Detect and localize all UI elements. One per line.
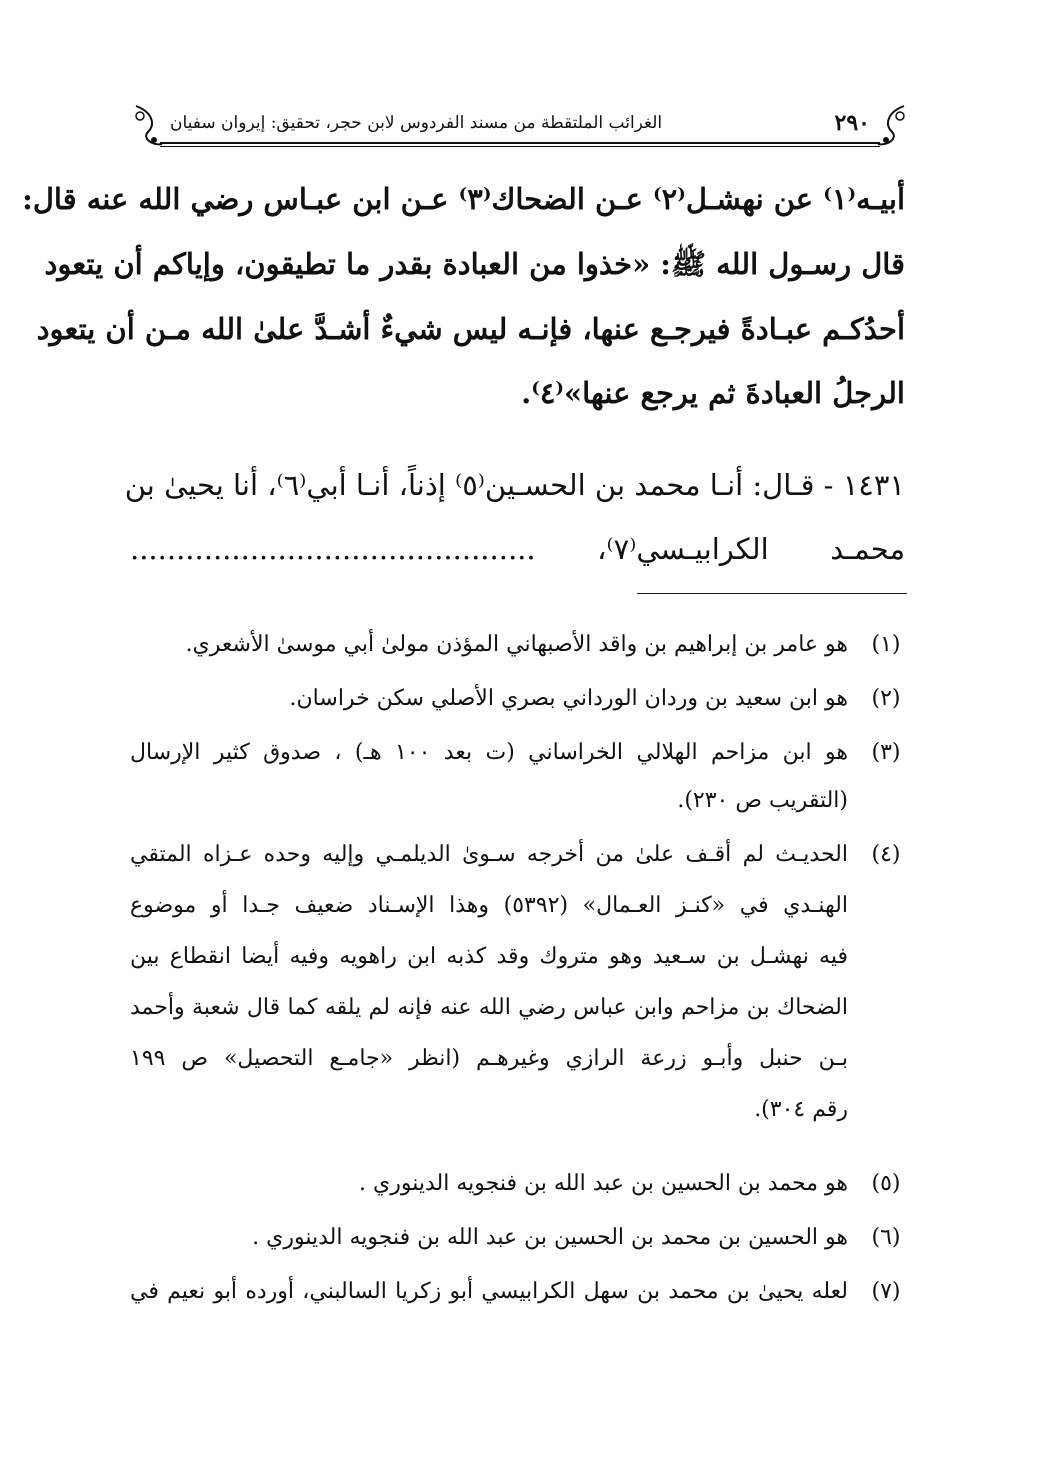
footnote-line: (التقريب ص ٢٣٠). [677, 788, 848, 813]
footnote-line: الحديـث لم أقـف علىٰ من أخرجه سـوىٰ الديلمـي وإليه وحده عـزاه المتقي [130, 842, 848, 867]
footnote-line: الضحاك بن مزاحم وابن عباس رضي الله عنه فإنه لم يلقه كما قال شعبة وأحمد [130, 995, 848, 1020]
running-header [130, 102, 910, 150]
footnote-line: هو عامر بن إبراهيم بن واقد الأصبهاني المؤذن مولىٰ أبي موسىٰ الأشعري. [185, 632, 848, 657]
footnote-line: لعله يحيىٰ بن محمد بن سهل الكرابيسي أبو زكريا السالبني، أورده أبو نعيم في [130, 1279, 848, 1304]
footnote [130, 1273, 910, 1313]
footnote-number: (٢) [871, 686, 901, 711]
header-rule-thin [160, 146, 880, 147]
footnote-number: (٧) [871, 1279, 901, 1304]
footnote [130, 626, 910, 666]
page-number: ٢٩٠ [834, 110, 870, 136]
footnote [130, 680, 910, 720]
footnote-number: (٥) [871, 1171, 901, 1196]
footnote-number: (١) [871, 632, 901, 657]
running-title: الغرائب الملتقطة من مسند الفردوس لابن حجر، تحقيق: إيروان سفيان [170, 113, 663, 133]
body-line: الرجلُ العبادةَ ثم يرجع عنها»⁽٤⁾. [521, 376, 905, 410]
footnote [130, 1219, 910, 1259]
footnote [130, 1165, 910, 1205]
header-rule [160, 142, 880, 144]
footnote-line: فيه نهشـل بن سـعيد وهو متروك وقد كذبه ابن راهويه وفيه أيضا انقطاع بين [130, 944, 848, 969]
ornament-icon [130, 102, 166, 150]
footnote-number: (٦) [871, 1225, 901, 1250]
footnote-number: (٤) [871, 842, 901, 867]
footnote-line: هو ابن مزاحم الهلالي الخراساني (ت بعد ١٠٠ هـ) ، صدوق كثير الإرسال [130, 740, 848, 765]
footnote-line: رقم ٣٠٤). [754, 1097, 848, 1122]
footnote-line: هو محمد بن الحسين بن عبد الله بن فنجويه الدينوري . [359, 1171, 848, 1196]
footnote-divider [637, 593, 907, 594]
footnote-line: الهنـدي في «كنـز العـمال» (٥٣٩٢) وهذا الإسـناد ضعيف جـدا أو موضوع [130, 893, 848, 918]
footnote-number: (٣) [871, 740, 901, 765]
hadith-line: محمـد الكرابيـسي⁽٧⁾، ............................................ [130, 532, 905, 566]
footnote-line: هو ابن سعيد بن وردان الورداني بصري الأصلي سكن خراسان. [289, 686, 848, 711]
body-line: أحدُكـم عبـادةً فيرجـع عنها، فإنـه ليس شيءٌ أشـدَّ علىٰ الله مـن أن يتعود [36, 312, 905, 346]
hadith-line: ١٤٣١ - قـال: أنـا محمد بن الحسـين⁽٥⁾ إذناً، أنـا أبي⁽٦⁾، أنا يحيىٰ بن [124, 468, 905, 502]
footnote [130, 836, 910, 1156]
body-line: قال رسـول الله ﷺ: «خذوا من العبادة بقدر ما تطيقون، وإياكم أن يتعود [44, 247, 905, 281]
footnote [130, 734, 910, 824]
footnote-line: بـن حنبل وأبـو زرعة الرازي وغيرهـم (انظر «جامـع التحصيل» ص ١٩٩ [130, 1046, 848, 1071]
body-line: أبيـه⁽١⁾ عن نهشـل⁽٢⁾ عـن الضحاك⁽٣⁾ عـن ابن عبـاس رضي الله عنه قال: [22, 182, 905, 216]
footnote-line: هو الحسين بن محمد بن الحسين بن عبد الله بن فنجويه الدينوري . [252, 1225, 848, 1250]
